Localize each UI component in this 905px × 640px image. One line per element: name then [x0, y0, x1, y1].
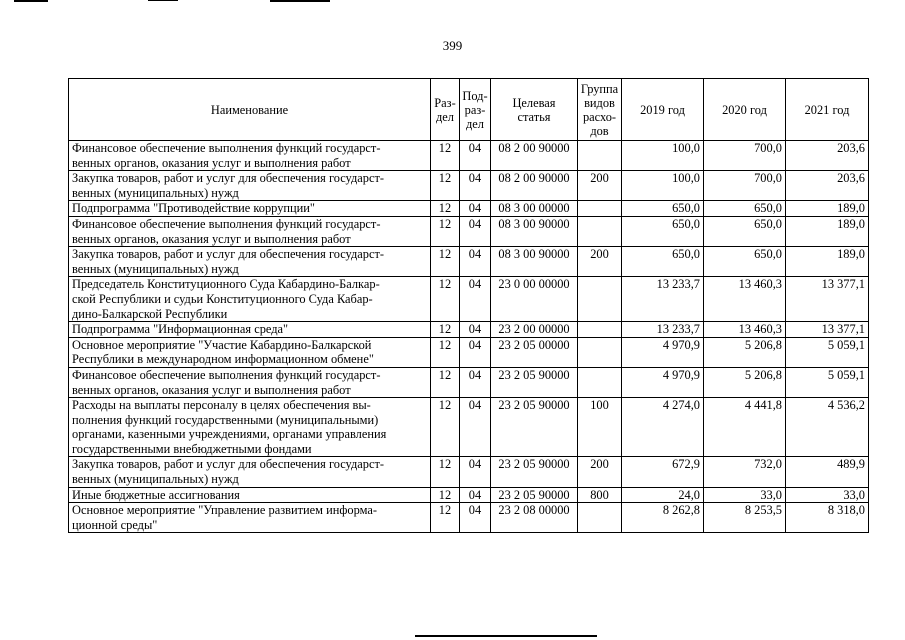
cell-target: 23 2 05 00000 [491, 337, 578, 367]
cell-target: 23 2 08 00000 [491, 503, 578, 533]
header-2021: 2021 год [786, 79, 869, 141]
cell-2020: 732,0 [704, 457, 786, 487]
cell-group [578, 503, 622, 533]
cell-2019: 672,9 [622, 457, 704, 487]
header-target: Целевая статья [491, 79, 578, 141]
table-row [69, 322, 869, 338]
cell-subsection: 04 [460, 322, 491, 338]
cell-2020: 650,0 [704, 201, 786, 217]
table-row [69, 171, 869, 201]
cell-group: 200 [578, 247, 622, 277]
cell-2019: 13 233,7 [622, 322, 704, 338]
cell-section: 12 [431, 503, 460, 533]
cell-2019: 4 274,0 [622, 398, 704, 457]
cell-target: 23 2 05 90000 [491, 398, 578, 457]
cell-2020: 700,0 [704, 171, 786, 201]
cell-2021: 203,6 [786, 141, 869, 171]
header-section: Раз- дел [431, 79, 460, 141]
cell-subsection: 04 [460, 337, 491, 367]
cell-2019: 650,0 [622, 247, 704, 277]
cell-2019: 24,0 [622, 487, 704, 503]
cell-2021: 189,0 [786, 247, 869, 277]
cell-subsection: 04 [460, 487, 491, 503]
cell-2019: 4 970,9 [622, 337, 704, 367]
cell-name: Подпрограмма "Противодействие коррупции" [69, 201, 431, 217]
cell-2019: 8 262,8 [622, 503, 704, 533]
budget-table [68, 78, 869, 533]
header-group: Группа видов расхо- дов [578, 79, 622, 141]
cell-name: Финансовое обеспечение выполнения функций государст- венных органов, оказания услуг и выполнения работ [69, 367, 431, 397]
cell-section: 12 [431, 367, 460, 397]
cell-2020: 650,0 [704, 216, 786, 246]
cell-target: 08 3 00 00000 [491, 201, 578, 217]
cell-target: 23 2 05 90000 [491, 487, 578, 503]
cell-2021: 489,9 [786, 457, 869, 487]
cell-target: 23 2 05 90000 [491, 367, 578, 397]
cell-section: 12 [431, 277, 460, 322]
cell-group: 200 [578, 457, 622, 487]
cell-2020: 13 460,3 [704, 277, 786, 322]
header-2020: 2020 год [704, 79, 786, 141]
cell-2021: 13 377,1 [786, 277, 869, 322]
cell-subsection: 04 [460, 216, 491, 246]
cell-section: 12 [431, 457, 460, 487]
cell-2021: 4 536,2 [786, 398, 869, 457]
cell-name: Председатель Конституционного Суда Кабардино-Балкар- ской Республики и судьи Конституционного Суда Кабар- дино-Балкарской Республики [69, 277, 431, 322]
cell-group [578, 277, 622, 322]
cell-group [578, 337, 622, 367]
page-number: 399 [442, 38, 463, 53]
cell-2021: 8 318,0 [786, 503, 869, 533]
header-2019: 2019 год [622, 79, 704, 141]
cell-2020: 8 253,5 [704, 503, 786, 533]
cell-group [578, 216, 622, 246]
header-subsection: Под- раз- дел [460, 79, 491, 141]
cell-2020: 4 441,8 [704, 398, 786, 457]
cell-2019: 13 233,7 [622, 277, 704, 322]
cell-name: Расходы на выплаты персоналу в целях обеспечения вы- полнения функций государственными (муниципальными) органами, казенными учреждениями, органами управления государственными внебюджетными фондами [69, 398, 431, 457]
cell-target: 23 2 05 90000 [491, 457, 578, 487]
cell-target: 08 3 00 90000 [491, 216, 578, 246]
cell-group [578, 367, 622, 397]
cell-target: 23 0 00 00000 [491, 277, 578, 322]
cell-name: Закупка товаров, работ и услуг для обеспечения государст- венных (муниципальных) нужд [69, 247, 431, 277]
cell-section: 12 [431, 201, 460, 217]
cell-2021: 203,6 [786, 171, 869, 201]
cell-2021: 189,0 [786, 201, 869, 217]
cell-2019: 100,0 [622, 141, 704, 171]
cell-2021: 189,0 [786, 216, 869, 246]
cell-group [578, 141, 622, 171]
cell-subsection: 04 [460, 201, 491, 217]
cell-2021: 33,0 [786, 487, 869, 503]
header-name: Наименование [69, 79, 431, 141]
table-row [69, 201, 869, 217]
cell-section: 12 [431, 487, 460, 503]
cell-2019: 650,0 [622, 201, 704, 217]
cell-name: Иные бюджетные ассигнования [69, 487, 431, 503]
table-row [69, 487, 869, 503]
scan-artifact-line [14, 0, 48, 2]
cell-name: Основное мероприятие "Участие Кабардино-Балкарской Республики в международном информационном обмене" [69, 337, 431, 367]
cell-name: Закупка товаров, работ и услуг для обеспечения государст- венных (муниципальных) нужд [69, 171, 431, 201]
cell-section: 12 [431, 171, 460, 201]
cell-subsection: 04 [460, 398, 491, 457]
cell-target: 23 2 00 00000 [491, 322, 578, 338]
cell-group: 200 [578, 171, 622, 201]
scan-artifact-line [148, 0, 178, 1]
cell-2020: 5 206,8 [704, 367, 786, 397]
cell-target: 08 2 00 90000 [491, 171, 578, 201]
cell-2020: 650,0 [704, 247, 786, 277]
cell-name: Подпрограмма "Информационная среда" [69, 322, 431, 338]
table-row [69, 457, 869, 487]
cell-2019: 4 970,9 [622, 367, 704, 397]
table-row [69, 216, 869, 246]
cell-name: Закупка товаров, работ и услуг для обеспечения государст- венных (муниципальных) нужд [69, 457, 431, 487]
cell-subsection: 04 [460, 367, 491, 397]
table-body [69, 141, 869, 533]
cell-section: 12 [431, 216, 460, 246]
table-row [69, 398, 869, 457]
cell-subsection: 04 [460, 277, 491, 322]
table-row [69, 503, 869, 533]
cell-name: Финансовое обеспечение выполнения функций государст- венных органов, оказания услуг и выполнения работ [69, 141, 431, 171]
cell-section: 12 [431, 322, 460, 338]
cell-target: 08 2 00 90000 [491, 141, 578, 171]
cell-2020: 33,0 [704, 487, 786, 503]
cell-2020: 5 206,8 [704, 337, 786, 367]
cell-2020: 700,0 [704, 141, 786, 171]
table-row [69, 367, 869, 397]
cell-2021: 5 059,1 [786, 337, 869, 367]
cell-2020: 13 460,3 [704, 322, 786, 338]
cell-subsection: 04 [460, 457, 491, 487]
cell-2021: 13 377,1 [786, 322, 869, 338]
bottom-line [415, 635, 597, 637]
cell-subsection: 04 [460, 503, 491, 533]
table-row [69, 337, 869, 367]
cell-group: 800 [578, 487, 622, 503]
cell-section: 12 [431, 141, 460, 171]
table-row [69, 277, 869, 322]
cell-group [578, 322, 622, 338]
cell-subsection: 04 [460, 247, 491, 277]
cell-2019: 100,0 [622, 171, 704, 201]
cell-section: 12 [431, 247, 460, 277]
cell-target: 08 3 00 90000 [491, 247, 578, 277]
cell-section: 12 [431, 398, 460, 457]
cell-subsection: 04 [460, 141, 491, 171]
cell-2019: 650,0 [622, 216, 704, 246]
cell-2021: 5 059,1 [786, 367, 869, 397]
table-row [69, 247, 869, 277]
cell-name: Финансовое обеспечение выполнения функций государст- венных органов, оказания услуг и выполнения работ [69, 216, 431, 246]
scan-artifact-line [270, 0, 330, 2]
cell-group: 100 [578, 398, 622, 457]
cell-group [578, 201, 622, 217]
cell-subsection: 04 [460, 171, 491, 201]
table-row [69, 141, 869, 171]
header-row [69, 79, 869, 141]
cell-section: 12 [431, 337, 460, 367]
cell-name: Основное мероприятие "Управление развитием информа- ционной среды" [69, 503, 431, 533]
